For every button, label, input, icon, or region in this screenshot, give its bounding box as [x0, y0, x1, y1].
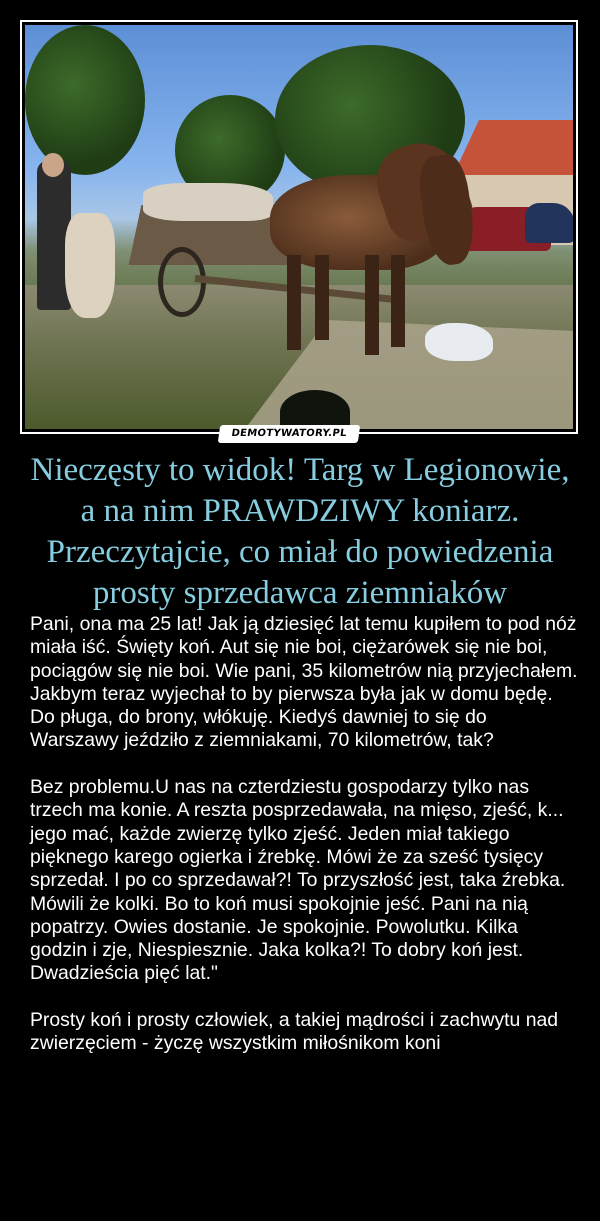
- cart-load: [143, 183, 273, 221]
- sack: [65, 213, 115, 318]
- blue-car: [525, 203, 573, 243]
- horse-leg: [287, 255, 301, 350]
- horse-leg: [391, 255, 405, 347]
- paragraph: Pani, ona ma 25 lat! Jak ją dziesięć lat temu kupiłem to pod nóż miała iść. Święty koń. Aut się nie boi, ciężarówek się nie boi, pociągów się nie boi. Wie pani, 35 kilometrów nią przyjechałem. Jakbym teraz wyjechał to by pierwsza była jak w domu będę. Do pługa, do brony, włókuję. Kiedyś dawniej to się do Warszawy jeździło z ziemniakami, 70 kilometrów, tak?: [30, 613, 578, 752]
- photo-horse-cart-market: [25, 25, 573, 429]
- horse-leg: [315, 255, 329, 340]
- paragraph: Bez problemu.U nas na czterdziestu gospodarzy tylko nas trzech ma konie. A reszta posprzedawała, na mięso, zjeść, k... jego mać, każde zwierzę tylko zjeść. Jeden miał takiego pięknego karego ogierka i źrebkę. Mówi że za sześć tysięcy sprzedał. I po co sprzedawał?! To przyszłość jest, taka źrebka. Mówili że kolki. Bo to koń musi spokojnie jeść. Pani na nią popatrzy. Owies dostanie. Je spokojnie. Powolutku. Kilka godzin i zje, Niespiesznie. Jaka kolka?! To dobry koń jest. Dwadzieścia pięć lat.": [30, 776, 566, 985]
- man-head: [42, 153, 64, 177]
- paragraph: Prosty koń i prosty człowiek, a takiej mądrości i zachwytu nad zwierzęciem - życzę wszystkim miłośnikom koni: [30, 1009, 559, 1055]
- tree: [25, 25, 145, 175]
- horse-leg: [365, 255, 379, 355]
- page-title: Nieczęsty to widok! Targ w Legionowie, a na nim PRAWDZIWY koniarz. Przeczytajcie, co miał do powiedzenia prosty sprzedawca ziemniaków: [30, 452, 570, 611]
- white-bag: [425, 323, 493, 361]
- shadow: [280, 390, 350, 429]
- photo-frame: [20, 20, 578, 434]
- watermark-logo: DEMOTYWATORY.PL: [218, 425, 361, 443]
- body-text: [30, 613, 578, 1056]
